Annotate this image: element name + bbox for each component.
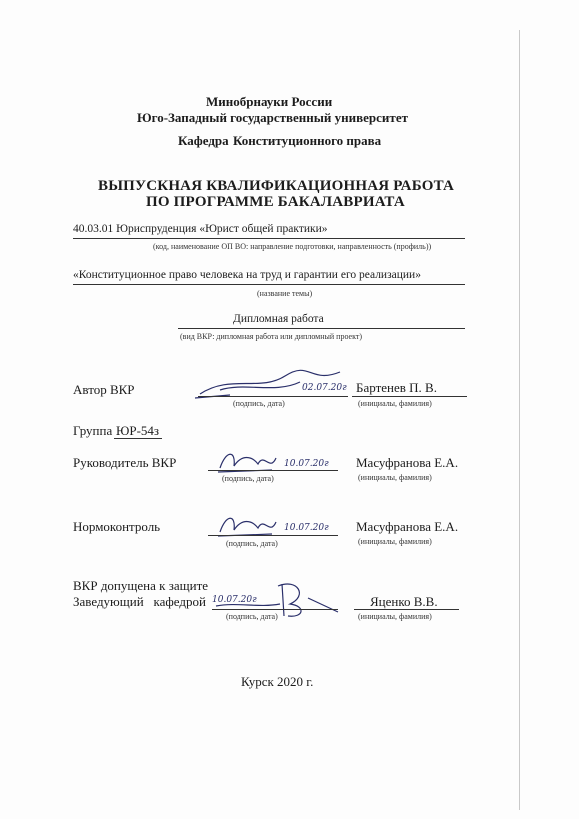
author-name-caption: (инициалы, фамилия) (358, 399, 432, 408)
topic-caption: (название темы) (257, 289, 313, 298)
normcontrol-sign-date: 10.07.20г (284, 523, 329, 533)
normcontrol-signature (212, 508, 342, 542)
supervisor-sign-caption: (подпись, дата) (222, 474, 274, 483)
head-sign-underline (212, 609, 338, 610)
normcontrol-label: Нормоконтроль (73, 519, 161, 534)
program-underline (73, 238, 465, 239)
ministry-name: Минобрнауки России (206, 94, 333, 109)
work-type-caption: (вид ВКР: дипломная работа или дипломный проект) (180, 332, 363, 341)
scan-edge-line (519, 30, 520, 810)
supervisor-sign-date: 10.07.20г (284, 459, 329, 469)
author-name-underline (352, 396, 467, 397)
work-type-field: Дипломная работа (233, 313, 324, 325)
document-title-line2: ПО ПРОГРАММЕ БАКАЛАВРИАТА (146, 194, 405, 210)
author-name: Бартенев П. В. (356, 380, 437, 395)
group-value: ЮР-54з (116, 423, 160, 438)
author-signature (190, 364, 350, 404)
program-field: 40.03.01 Юриспруденция «Юрист общей практики» (73, 223, 328, 235)
author-sign-caption: (подпись, дата) (233, 399, 285, 408)
head-name-caption: (инициалы, фамилия) (358, 612, 432, 621)
supervisor-sign-underline (208, 470, 338, 471)
head-sign-date: 10.07.20г (212, 595, 257, 605)
admission-line: ВКР допущена к защите (73, 578, 209, 593)
city-year: Курск 2020 г. (241, 674, 314, 689)
head-name-underline (354, 609, 459, 610)
supervisor-label: Руководитель ВКР (73, 455, 177, 470)
department-name: Конституционного права (233, 133, 382, 148)
document-title-line1: ВЫПУСКНАЯ КВАЛИФИКАЦИОННАЯ РАБОТА (98, 178, 455, 194)
topic-field: «Конституционное право человека на труд и гарантии его реализации» (73, 269, 421, 281)
supervisor-name-caption: (инициалы, фамилия) (358, 473, 432, 482)
normcontrol-sign-underline (208, 535, 338, 536)
normcontrol-name: Масуфранова Е.А. (356, 519, 459, 534)
supervisor-name: Масуфранова Е.А. (356, 455, 459, 470)
department-label: Кафедра (178, 133, 229, 148)
work-type-underline (178, 328, 465, 329)
topic-underline (73, 284, 465, 285)
normcontrol-name-caption: (инициалы, фамилия) (358, 537, 432, 546)
program-caption: (код, наименование ОП ВО: направление подготовки, направленность (профиль)) (153, 242, 432, 251)
normcontrol-sign-caption: (подпись, дата) (226, 539, 278, 548)
author-sign-underline (198, 396, 348, 397)
head-sign-caption: (подпись, дата) (226, 612, 278, 621)
supervisor-signature (212, 444, 342, 478)
university-name: Юго-Западный государственный университет (137, 110, 408, 125)
group-underline (114, 438, 162, 439)
head-of-department-label: Заведующий кафедрой (73, 594, 206, 609)
group-label: Группа (73, 423, 113, 438)
author-sign-date: 02.07.20г (302, 383, 347, 393)
head-name: Яценко В.В. (370, 594, 438, 609)
author-label: Автор ВКР (73, 382, 135, 397)
